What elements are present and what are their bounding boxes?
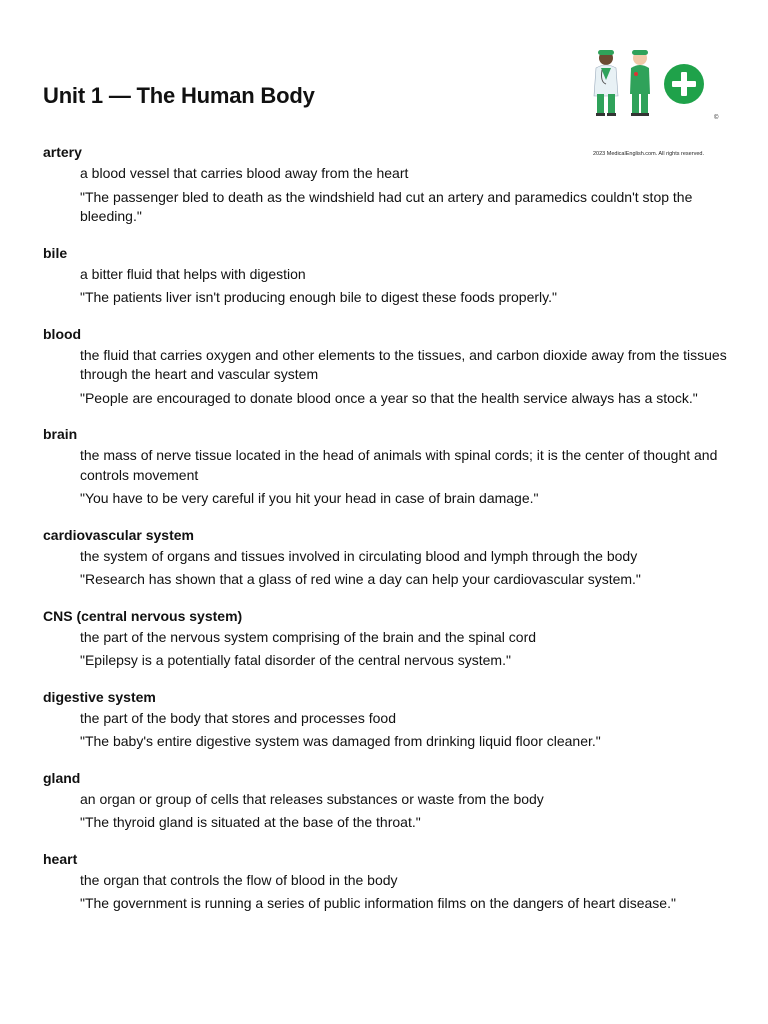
definition: a blood vessel that carries blood away from the heart (80, 165, 409, 181)
term: gland (43, 769, 81, 786)
definition: an organ or group of cells that releases substances or waste from the body (80, 790, 544, 807)
term: bile (43, 244, 68, 261)
copyright-text: 2023 MedicalEnglish.com. All rights reserved. (593, 151, 704, 157)
term: cardiovascular system (43, 526, 194, 543)
example-sentence: "You have to be very careful if you hit your head in case of brain damage." (80, 490, 539, 506)
term: heart (43, 850, 78, 867)
example-sentence: "Epilepsy is a potentially fatal disorder of the central nervous system." (80, 652, 511, 668)
term: CNS (central nervous system) (43, 607, 243, 624)
doctors-with-plus-icon (588, 44, 712, 120)
glossary-entry (43, 527, 733, 590)
glossary-entry (43, 851, 733, 914)
definition: the fluid that carries oxygen and other elements to the tissues, and carbon dioxide away from the tissues through the heart and vascular system (80, 346, 727, 382)
glossary-entry (43, 144, 733, 227)
example-sentence: "Research has shown that a glass of red wine a day can help your cardiovascular system." (80, 571, 641, 587)
definition: the part of the nervous system comprising of the brain and the spinal cord (80, 628, 537, 645)
term: blood (43, 325, 82, 342)
glossary-entry (43, 689, 733, 752)
glossary-entry (43, 608, 733, 671)
definition: the system of organs and tissues involved in circulating blood and lymph through the body (80, 547, 638, 564)
term: artery (43, 144, 82, 160)
page-title: Unit 1 — The Human Body (43, 83, 315, 108)
copyright-symbol: © (714, 115, 719, 121)
example-sentence: "The thyroid gland is situated at the base of the throat." (80, 814, 421, 830)
glossary-entry (43, 426, 733, 509)
example-sentence: "The passenger bled to death as the windshield had cut an artery and paramedics couldn't stop the bleeding." (80, 188, 693, 224)
example-sentence: "People are encouraged to donate blood once a year so that the health service always has a stock." (80, 389, 698, 406)
glossary-entry (43, 245, 733, 308)
definition: a bitter fluid that helps with digestion (80, 265, 306, 282)
example-sentence: "The baby's entire digestive system was damaged from drinking liquid floor cleaner." (80, 733, 601, 749)
definition: the organ that controls the flow of blood in the body (80, 871, 398, 888)
definition: the mass of nerve tissue located in the head of animals with spinal cords; it is the center of thought and controls movement (80, 447, 718, 483)
definition: the part of the body that stores and processes food (80, 709, 396, 726)
example-sentence: "The patients liver isn't producing enough bile to digest these foods properly." (80, 289, 557, 305)
glossary-entry (43, 326, 733, 409)
example-sentence: "The government is running a series of public information films on the dangers of heart disease." (80, 895, 676, 911)
glossary-entry (43, 770, 733, 833)
term: digestive system (43, 688, 156, 705)
term: brain (43, 426, 78, 442)
glossary-list (43, 144, 733, 932)
